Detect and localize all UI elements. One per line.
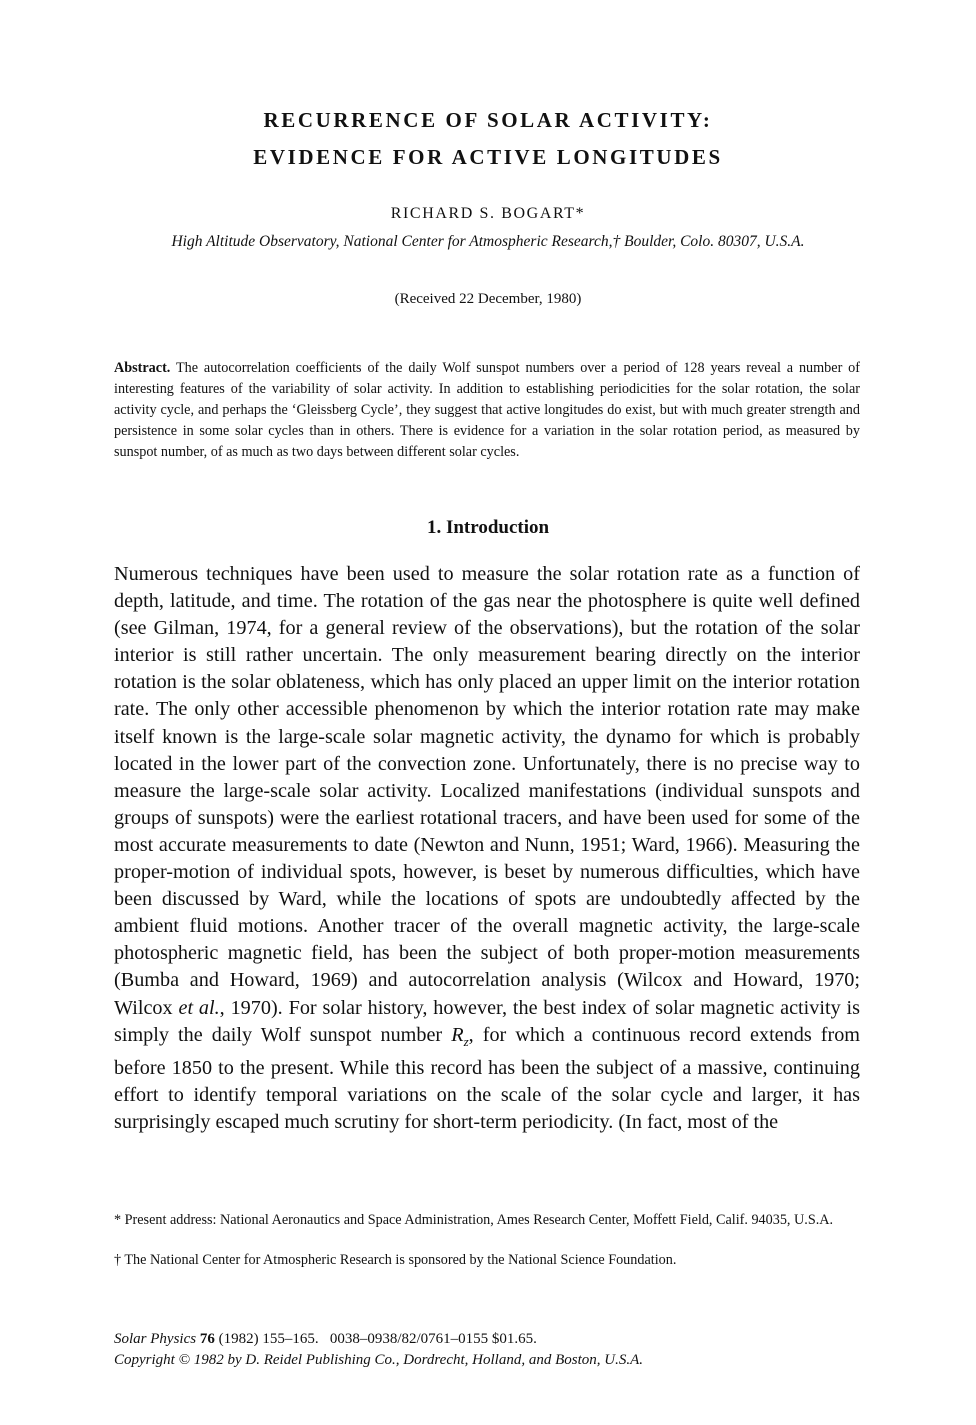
paper-title-line2: EVIDENCE FOR ACTIVE LONGITUDES bbox=[253, 145, 723, 169]
journal-name: Solar Physics bbox=[114, 1331, 197, 1347]
journal-code: 0038–0938/82/0761–0155 $01.65. bbox=[329, 1331, 537, 1347]
rz-subscript: z bbox=[463, 1033, 469, 1049]
body-segment-2: , 1970). For solar history, however, the best index of solar magnetic activity is simply the daily Wolf sunspot number bbox=[114, 996, 860, 1046]
abstract-text: The autocorrelation coefficients of the daily Wolf sunspot numbers over a period of 128 years reveal a number of interesting features of the variability of solar activity. In addition to establishing periodicities for the solar rotation, the solar activity cycle, and perhaps the ‘Gleissberg Cycle’, they suggest that active longitudes do exist, but with much greater strength and persistence in some solar cycles than in others. There is evidence for a variation in the solar rotation period, as measured by sunspot number, of as much as two days between different solar cycles. bbox=[114, 360, 860, 460]
journal-info bbox=[114, 1329, 874, 1371]
body-segment-3: , for which a continuous record extends from before 1850 to the present. While this record has been the subject of a massive, continuing effort to identify temporal variations on the scale of the solar cycle and larger, it has surprisingly escaped much scrutiny for short-term periodicity. (In fact, most of the bbox=[114, 1023, 860, 1133]
journal-copyright: Copyright © 1982 by D. Reidel Publishing Co., Dordrecht, Holland, and Boston, U.S.A. bbox=[114, 1352, 643, 1368]
author-affiliation: High Altitude Observatory, National Center for Atmospheric Research,† Boulder, Colo. 80307, U.S.A. bbox=[171, 233, 805, 250]
paper-title-line1: RECURRENCE OF SOLAR ACTIVITY: bbox=[263, 108, 713, 132]
author-name: RICHARD S. BOGART* bbox=[390, 205, 586, 222]
journal-volume: 76 bbox=[199, 1331, 215, 1347]
received-date: (Received 22 December, 1980) bbox=[394, 291, 582, 307]
journal-citation-line bbox=[114, 1329, 874, 1350]
footnote-present-address: * Present address: National Aeronautics and Space Administration, Ames Research Center, Moffett Field, Calif. 94035, U.S.A. bbox=[114, 1212, 834, 1228]
et-al-italic: et al. bbox=[178, 996, 220, 1019]
body-segment-1: Numerous techniques have been used to measure the solar rotation rate as a function of depth, latitude, and time. The rotation of the gas near the photosphere is quite well defined (see Gilman, 1974, for a general review of the observations), but the rotation of the solar interior is still rather uncertain. The only measurement bearing directly on the interior rotation is the solar oblateness, which has only placed an upper limit on the interior rotation rate. The only other accessible phenomenon by which the interior rotation rate may make itself known is the large-scale solar magnetic activity, the dynamo for which is probably located in the lower part of the convection zone. Unfortunately, there is no precise way to measure the large-scale solar activity. Localized manifestations (individual sunspots and groups of sunspots) were the earliest rotational tracers, and have been used for some of the most accurate measurements to date (Newton and Nunn, 1951; Ward, 1966). Measuring the proper-motion of individual spots, however, is beset by numerous difficulties, which have been discussed by Ward, while the locations of spots are undoubtedly affected by the ambient fluid motions. Another tracer of the overall magnetic activity, the large-scale photospheric magnetic field, has been the subject of both proper-motion measurements (Bumba and Howard, 1969) and autocorrelation analysis (Wilcox and Howard, 1970; Wilcox bbox=[114, 563, 860, 1019]
abstract bbox=[114, 358, 860, 463]
journal-year-pages: (1982) 155–165. bbox=[218, 1331, 319, 1347]
introduction-body bbox=[114, 561, 860, 1136]
section-heading: 1. Introduction bbox=[426, 517, 550, 538]
footnote-ncar-sponsor: † The National Center for Atmospheric Research is sponsored by the National Science Foundation. bbox=[114, 1252, 677, 1268]
introduction-paragraph bbox=[114, 561, 860, 1136]
abstract-label: Abstract. bbox=[114, 360, 171, 376]
rz-symbol: R bbox=[451, 1023, 464, 1046]
